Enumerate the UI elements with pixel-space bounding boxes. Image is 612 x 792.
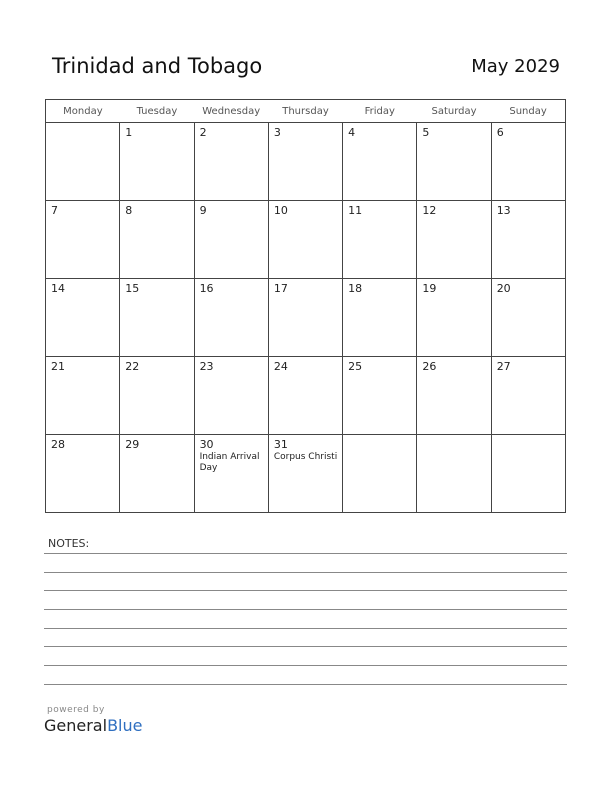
day-cell bbox=[194, 435, 268, 513]
day-cell bbox=[46, 123, 120, 201]
generalblue-logo bbox=[44, 716, 142, 735]
holiday-label bbox=[417, 217, 490, 218]
holiday-label bbox=[120, 295, 193, 296]
day-cell bbox=[120, 435, 194, 513]
week-row bbox=[46, 435, 566, 513]
holiday-label bbox=[492, 295, 565, 296]
day-number: 12 bbox=[422, 204, 437, 217]
holiday-label bbox=[343, 373, 416, 374]
day-cell bbox=[491, 279, 565, 357]
day-cell bbox=[343, 435, 417, 513]
day-number: 3 bbox=[273, 126, 281, 139]
holiday-label bbox=[195, 139, 268, 140]
day-cell bbox=[417, 123, 491, 201]
holiday-label bbox=[343, 139, 416, 140]
day-cell bbox=[343, 201, 417, 279]
day-number: 15 bbox=[125, 282, 140, 295]
week-row bbox=[46, 201, 566, 279]
day-cell bbox=[491, 123, 565, 201]
day-number: 23 bbox=[199, 360, 214, 373]
day-cell bbox=[343, 279, 417, 357]
holiday-label bbox=[46, 451, 119, 452]
day-cell bbox=[268, 123, 342, 201]
brand-general: General bbox=[44, 716, 108, 735]
day-number: 9 bbox=[199, 204, 207, 217]
note-line bbox=[44, 609, 567, 610]
powered-by-text: powered by bbox=[47, 705, 105, 715]
day-number: 7 bbox=[51, 204, 58, 217]
holiday-label bbox=[417, 373, 490, 374]
day-number: 31 bbox=[273, 438, 288, 451]
day-number: 11 bbox=[348, 204, 363, 217]
week-row bbox=[46, 357, 566, 435]
holiday-label bbox=[343, 217, 416, 218]
weekday-header: Sunday bbox=[491, 100, 565, 123]
day-number: 1 bbox=[125, 126, 133, 139]
note-line bbox=[44, 553, 567, 554]
calendar-grid bbox=[45, 99, 566, 513]
day-number: 20 bbox=[496, 282, 511, 295]
note-line bbox=[44, 684, 567, 685]
weekday-header: Friday bbox=[343, 100, 417, 123]
holiday-label: Indian Arrival Day bbox=[199, 452, 260, 473]
day-cell bbox=[194, 279, 268, 357]
day-cell bbox=[491, 435, 565, 513]
day-cell bbox=[491, 201, 565, 279]
day-number: 5 bbox=[422, 126, 430, 139]
holiday-label bbox=[46, 295, 119, 296]
weekday-header: Tuesday bbox=[120, 100, 194, 123]
day-number: 26 bbox=[422, 360, 437, 373]
weekday-header: Thursday bbox=[268, 100, 342, 123]
holiday-label bbox=[269, 295, 342, 296]
day-cell bbox=[268, 435, 342, 513]
day-number: 10 bbox=[273, 204, 288, 217]
day-cell bbox=[194, 357, 268, 435]
note-line bbox=[44, 665, 567, 666]
day-cell bbox=[46, 201, 120, 279]
weekday-header: Saturday bbox=[417, 100, 491, 123]
holiday-label bbox=[46, 373, 119, 374]
holiday-label bbox=[417, 139, 490, 140]
day-cell bbox=[417, 435, 491, 513]
holiday-label bbox=[46, 126, 119, 127]
note-line bbox=[44, 572, 567, 573]
day-cell bbox=[343, 357, 417, 435]
day-number: 28 bbox=[51, 438, 65, 451]
day-cell bbox=[46, 357, 120, 435]
holiday-label bbox=[120, 217, 193, 218]
day-cell bbox=[268, 357, 342, 435]
weekday-header-row bbox=[46, 100, 566, 123]
day-number: 13 bbox=[496, 204, 511, 217]
day-number: 18 bbox=[348, 282, 363, 295]
day-cell bbox=[417, 201, 491, 279]
day-number: 14 bbox=[51, 282, 65, 295]
day-cell bbox=[194, 201, 268, 279]
day-number: 25 bbox=[348, 360, 363, 373]
weekday-header: Wednesday bbox=[194, 100, 268, 123]
day-number: 30 bbox=[199, 438, 214, 451]
country-title: Trinidad and Tobago bbox=[52, 54, 263, 78]
day-number: 6 bbox=[496, 126, 504, 139]
note-line bbox=[44, 590, 567, 591]
holiday-label bbox=[343, 295, 416, 296]
brand-blue: Blue bbox=[107, 716, 143, 735]
holiday-label bbox=[492, 438, 565, 439]
holiday-label bbox=[343, 438, 416, 439]
day-cell bbox=[120, 123, 194, 201]
day-number: 21 bbox=[51, 360, 65, 373]
day-number: 24 bbox=[273, 360, 288, 373]
holiday-label bbox=[195, 373, 268, 374]
day-cell bbox=[417, 279, 491, 357]
holiday-label bbox=[269, 217, 342, 218]
holiday-label bbox=[269, 139, 342, 140]
day-cell bbox=[120, 357, 194, 435]
note-line bbox=[44, 646, 567, 647]
week-row bbox=[46, 279, 566, 357]
holiday-label bbox=[417, 438, 490, 439]
day-cell bbox=[417, 357, 491, 435]
week-row bbox=[46, 123, 566, 201]
note-line bbox=[44, 628, 567, 629]
day-cell bbox=[268, 201, 342, 279]
day-cell bbox=[194, 123, 268, 201]
day-number: 19 bbox=[422, 282, 437, 295]
day-cell bbox=[120, 279, 194, 357]
day-number: 2 bbox=[199, 126, 207, 139]
holiday-label bbox=[46, 217, 119, 218]
day-cell bbox=[343, 123, 417, 201]
holiday-label bbox=[120, 373, 193, 374]
holiday-label bbox=[269, 373, 342, 374]
holiday-label bbox=[492, 217, 565, 218]
weekday-header: Monday bbox=[46, 100, 120, 123]
day-number: 27 bbox=[496, 360, 511, 373]
holiday-label: Corpus Christi bbox=[273, 452, 338, 462]
day-number: 4 bbox=[348, 126, 356, 139]
notes-label: NOTES: bbox=[48, 537, 90, 550]
holiday-label bbox=[492, 139, 565, 140]
day-cell bbox=[491, 357, 565, 435]
holiday-label bbox=[120, 139, 193, 140]
day-cell bbox=[120, 201, 194, 279]
day-cell bbox=[46, 279, 120, 357]
holiday-label bbox=[120, 451, 193, 452]
day-number: 16 bbox=[199, 282, 214, 295]
month-year-title: May 2029 bbox=[471, 56, 560, 77]
day-number: 8 bbox=[125, 204, 133, 217]
day-number: 17 bbox=[273, 282, 288, 295]
holiday-label bbox=[417, 295, 490, 296]
holiday-label bbox=[195, 295, 268, 296]
day-cell bbox=[268, 279, 342, 357]
holiday-label bbox=[195, 217, 268, 218]
holiday-label bbox=[492, 373, 565, 374]
day-cell bbox=[46, 435, 120, 513]
day-number: 29 bbox=[125, 438, 140, 451]
day-number: 22 bbox=[125, 360, 140, 373]
